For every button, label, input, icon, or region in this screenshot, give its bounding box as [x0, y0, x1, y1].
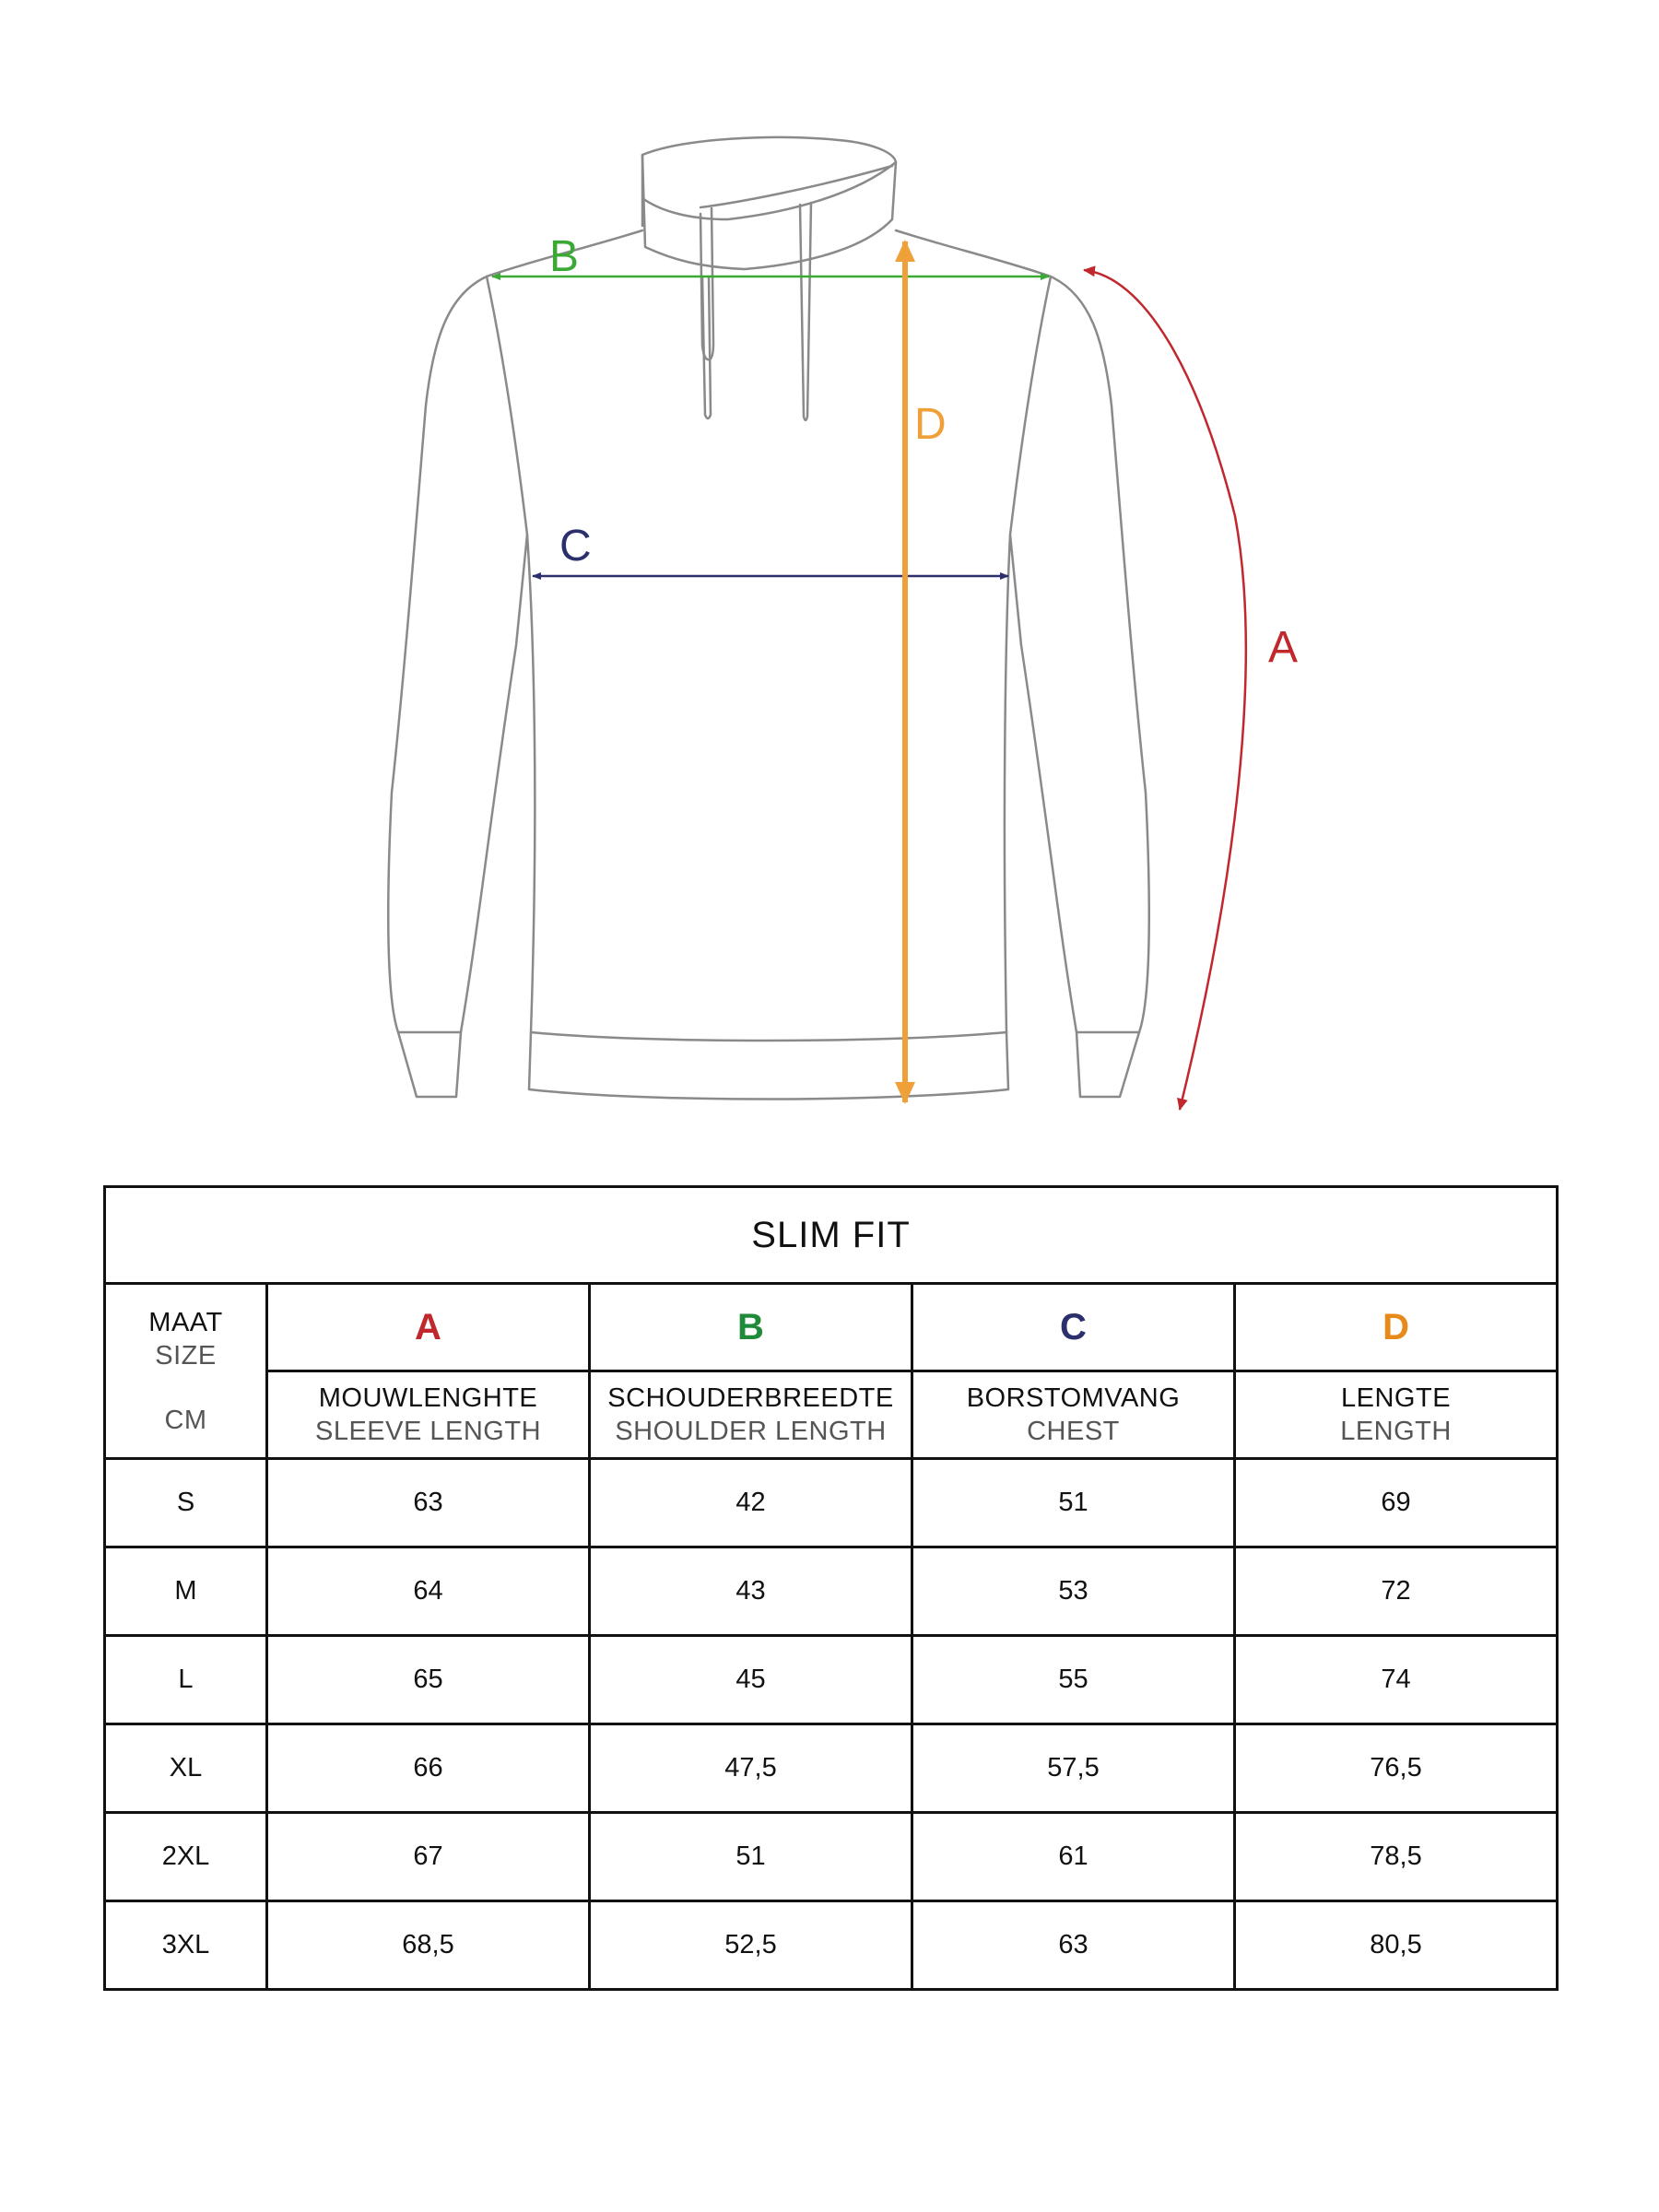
value-cell: 53 [912, 1547, 1235, 1636]
size-column-header [105, 1284, 267, 1459]
column-desc-en: LENGTH [1340, 1417, 1452, 1446]
size-chart-table [103, 1185, 1559, 1991]
column-letter-a: A [267, 1284, 590, 1371]
collar-overlap [700, 166, 892, 207]
table-row [105, 1459, 1558, 1547]
value-cell: 61 [912, 1813, 1235, 1901]
column-desc-a [267, 1371, 590, 1459]
value-cell: 47,5 [590, 1724, 912, 1813]
armhole-left [487, 276, 527, 535]
column-desc-en: SHOULDER LENGTH [615, 1417, 887, 1446]
value-cell: 72 [1235, 1547, 1558, 1636]
drawstring-left-lower [702, 276, 711, 418]
column-letter-d: D [1235, 1284, 1558, 1371]
size-header-nl: MAAT [148, 1307, 223, 1337]
value-cell: 63 [912, 1901, 1235, 1990]
size-cell: XL [105, 1724, 267, 1813]
value-cell: 45 [590, 1636, 912, 1724]
column-desc-d [1235, 1371, 1558, 1459]
size-cell: M [105, 1547, 267, 1636]
table-title-row [105, 1187, 1558, 1284]
value-cell: 76,5 [1235, 1724, 1558, 1813]
column-letter-b: B [590, 1284, 912, 1371]
size-cell: 3XL [105, 1901, 267, 1990]
value-cell: 42 [590, 1459, 912, 1547]
column-desc-nl: LENGTE [1341, 1383, 1452, 1413]
column-desc-nl: SCHOUDERBREEDTE [607, 1383, 894, 1413]
table-row [105, 1901, 1558, 1990]
value-cell: 69 [1235, 1459, 1558, 1547]
value-cell: 64 [267, 1547, 590, 1636]
dimension-c-label: C [559, 522, 592, 571]
armhole-right [1010, 276, 1051, 535]
table-row [105, 1724, 1558, 1813]
column-desc-en: CHEST [1027, 1417, 1120, 1446]
drawstring-right [800, 203, 811, 420]
value-cell: 78,5 [1235, 1813, 1558, 1901]
column-desc-c [912, 1371, 1235, 1459]
table-row [105, 1813, 1558, 1901]
column-description-row [105, 1371, 1558, 1459]
value-cell: 55 [912, 1636, 1235, 1724]
column-desc-en: SLEEVE LENGTH [314, 1417, 542, 1446]
size-cell: L [105, 1636, 267, 1724]
value-cell: 57,5 [912, 1724, 1235, 1813]
table-row [105, 1636, 1558, 1724]
table-title: SLIM FIT [105, 1187, 1558, 1284]
table-row [105, 1547, 1558, 1636]
value-cell: 67 [267, 1813, 590, 1901]
value-cell: 51 [912, 1459, 1235, 1547]
value-cell: 74 [1235, 1636, 1558, 1724]
value-cell: 66 [267, 1724, 590, 1813]
column-desc-nl: BORSTOMVANG [966, 1383, 1181, 1413]
collar [642, 137, 896, 269]
size-header-en: SIZE [155, 1340, 217, 1371]
dimension-a-label: A [1268, 623, 1299, 672]
value-cell: 63 [267, 1459, 590, 1547]
column-letter-c: C [912, 1284, 1235, 1371]
size-cell: 2XL [105, 1813, 267, 1901]
column-desc-nl: MOUWLENGHTE [318, 1383, 538, 1413]
size-cell: S [105, 1459, 267, 1547]
dimension-d-label: D [914, 400, 947, 449]
size-header-unit: CM [164, 1405, 207, 1435]
dimension-b-label: B [549, 232, 580, 281]
waistband [531, 1032, 1006, 1041]
value-cell: 80,5 [1235, 1901, 1558, 1990]
value-cell: 65 [267, 1636, 590, 1724]
dimension-a-arrow [1084, 270, 1246, 1110]
value-cell: 52,5 [590, 1901, 912, 1990]
column-letter-row [105, 1284, 1558, 1371]
column-desc-b [590, 1371, 912, 1459]
value-cell: 51 [590, 1813, 912, 1901]
collar-fold [642, 155, 896, 226]
value-cell: 43 [590, 1547, 912, 1636]
value-cell: 68,5 [267, 1901, 590, 1990]
sweater-outline [388, 137, 1149, 1100]
